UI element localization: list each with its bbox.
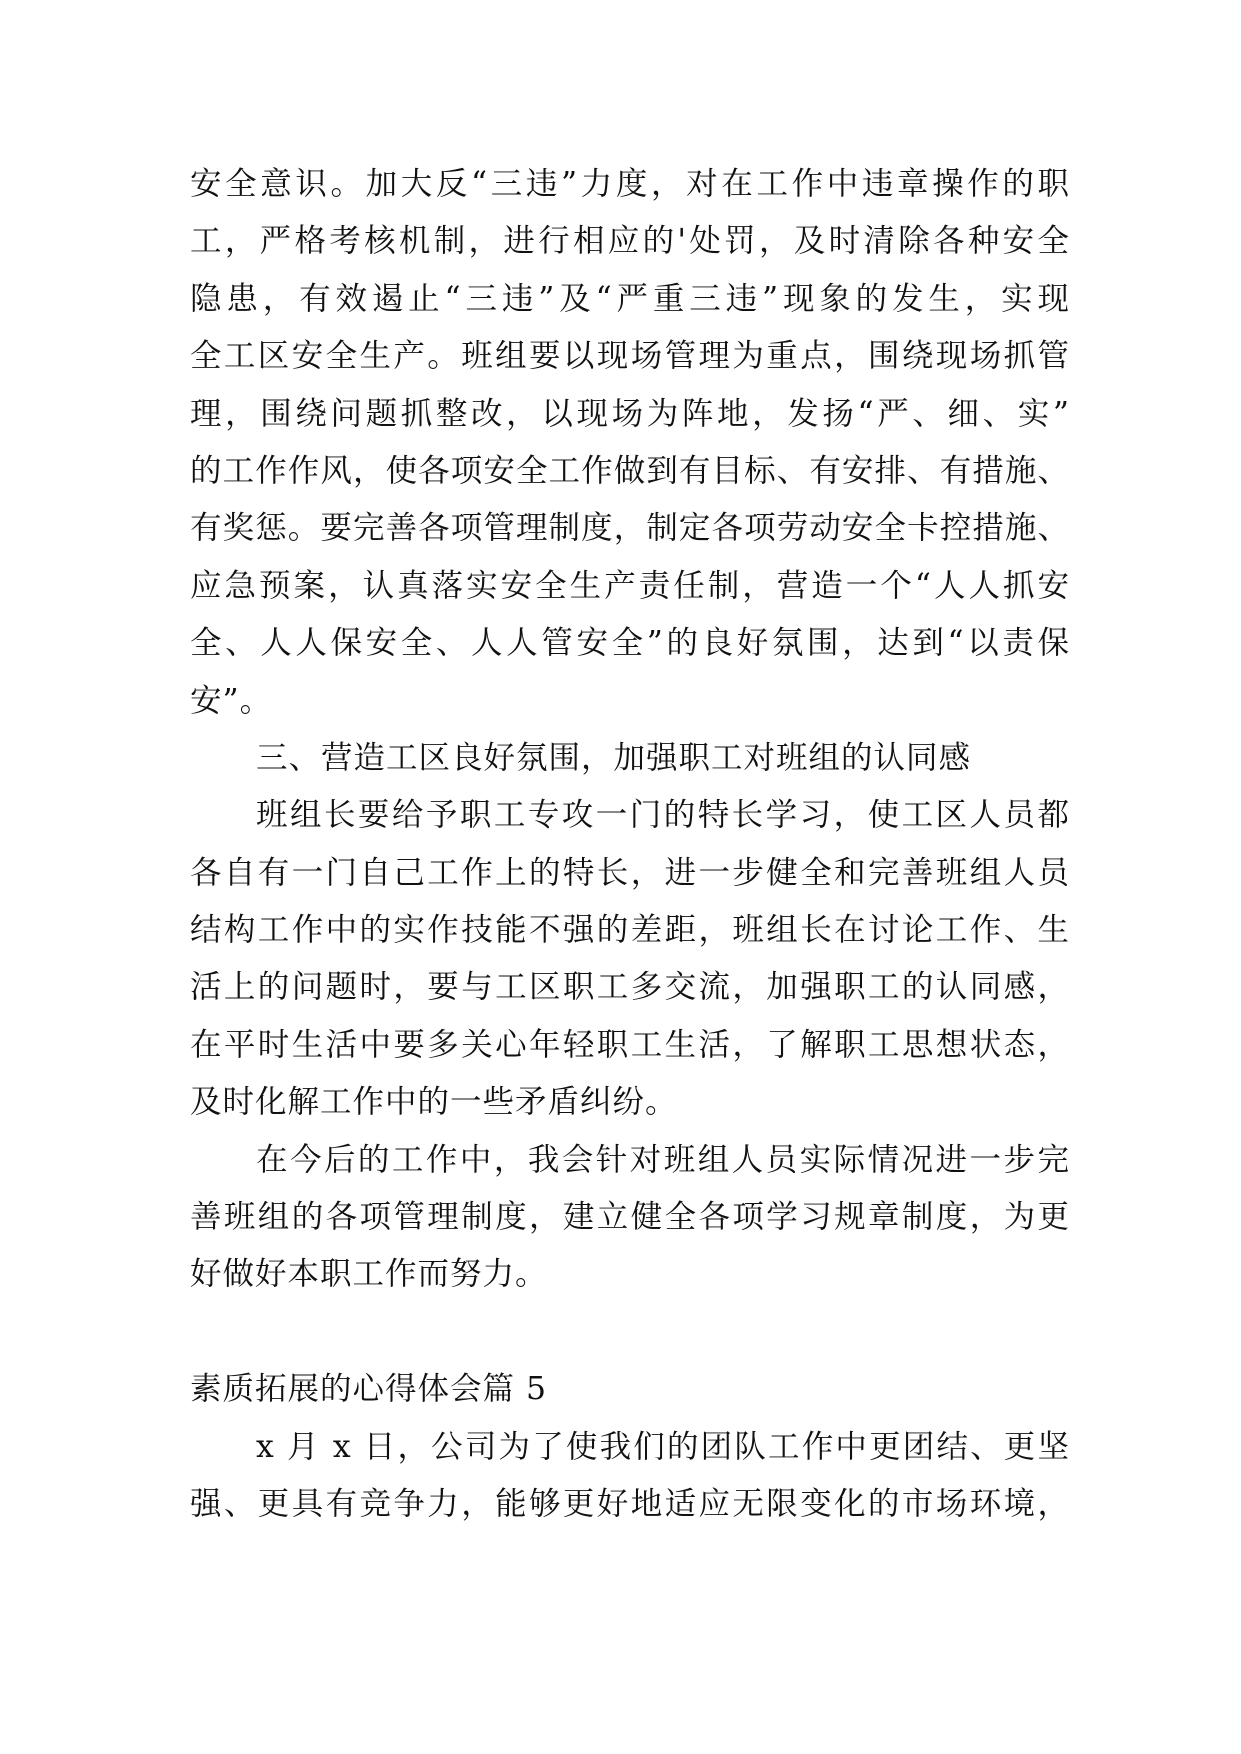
- text-line: 及时化解工作中的一些矛盾纠纷。: [190, 1084, 678, 1121]
- section-heading-three: 三、营造工区良好氛围，加强职工对班组的认同感: [256, 739, 972, 776]
- text-line: 活上的问题时，要与工区职工多交流，加强职工的认同感，: [190, 969, 1070, 1006]
- paragraph-company-event: [190, 1419, 1070, 1534]
- text-line: 的工作作风，使各项安全工作做到有目标、有安排、有措施、: [190, 452, 1070, 489]
- text-line: 在平时生活中要多关心年轻职工生活，了解职工思想状态，: [190, 1026, 1070, 1063]
- text-line: 应急预案，认真落实安全生产责任制，营造一个“人人抓安: [190, 567, 1070, 604]
- text-line: 理，围绕问题抓整改，以现场为阵地，发扬“严、细、实”: [190, 395, 1070, 432]
- document-body: [190, 156, 1070, 1533]
- text-line: 全工区安全生产。班组要以现场管理为重点，围绕现场抓管: [190, 338, 1070, 375]
- blank-line: [190, 1304, 1070, 1361]
- paragraph-future-work: [190, 1132, 1070, 1304]
- text-line: 强、更具有竞争力，能够更好地适应无限变化的市场环境，: [190, 1485, 1070, 1522]
- text-line: 有奖惩。要完善各项管理制度，制定各项劳动安全卡控措施、: [190, 510, 1070, 547]
- text-line: 在今后的工作中，我会针对班组人员实际情况进一步完: [256, 1141, 1070, 1178]
- text-line: 安全意识。加大反“三违”力度，对在工作中违章操作的职: [190, 166, 1070, 202]
- paragraph-safety-awareness: [190, 156, 1070, 730]
- section-title: 素质拓展的心得体会篇 5: [190, 1371, 548, 1408]
- paragraph-team-leader: [190, 787, 1070, 1131]
- text-line: x 月 x 日，公司为了使我们的团队工作中更团结、更坚: [256, 1428, 1070, 1465]
- text-line: 全、人人保安全、人人管安全”的良好氛围，达到“以责保: [190, 625, 1070, 662]
- text-line: 善班组的各项管理制度，建立健全各项学习规章制度，为更: [190, 1199, 1070, 1236]
- text-line: 隐患，有效遏止“三违”及“严重三违”现象的发生，实现: [190, 280, 1070, 317]
- text-line: 工，严格考核机制，进行相应的'处罚，及时清除各种安全: [190, 223, 1070, 260]
- text-line: 安”。: [190, 682, 273, 719]
- text-line: 结构工作中的实作技能不强的差距，班组长在讨论工作、生: [190, 912, 1070, 949]
- text-line: 好做好本职工作而努力。: [190, 1256, 548, 1293]
- text-line: 各自有一门自己工作上的特长，进一步健全和完善班组人员: [190, 854, 1070, 891]
- text-line: 班组长要给予职工专攻一门的特长学习，使工区人员都: [256, 797, 1070, 834]
